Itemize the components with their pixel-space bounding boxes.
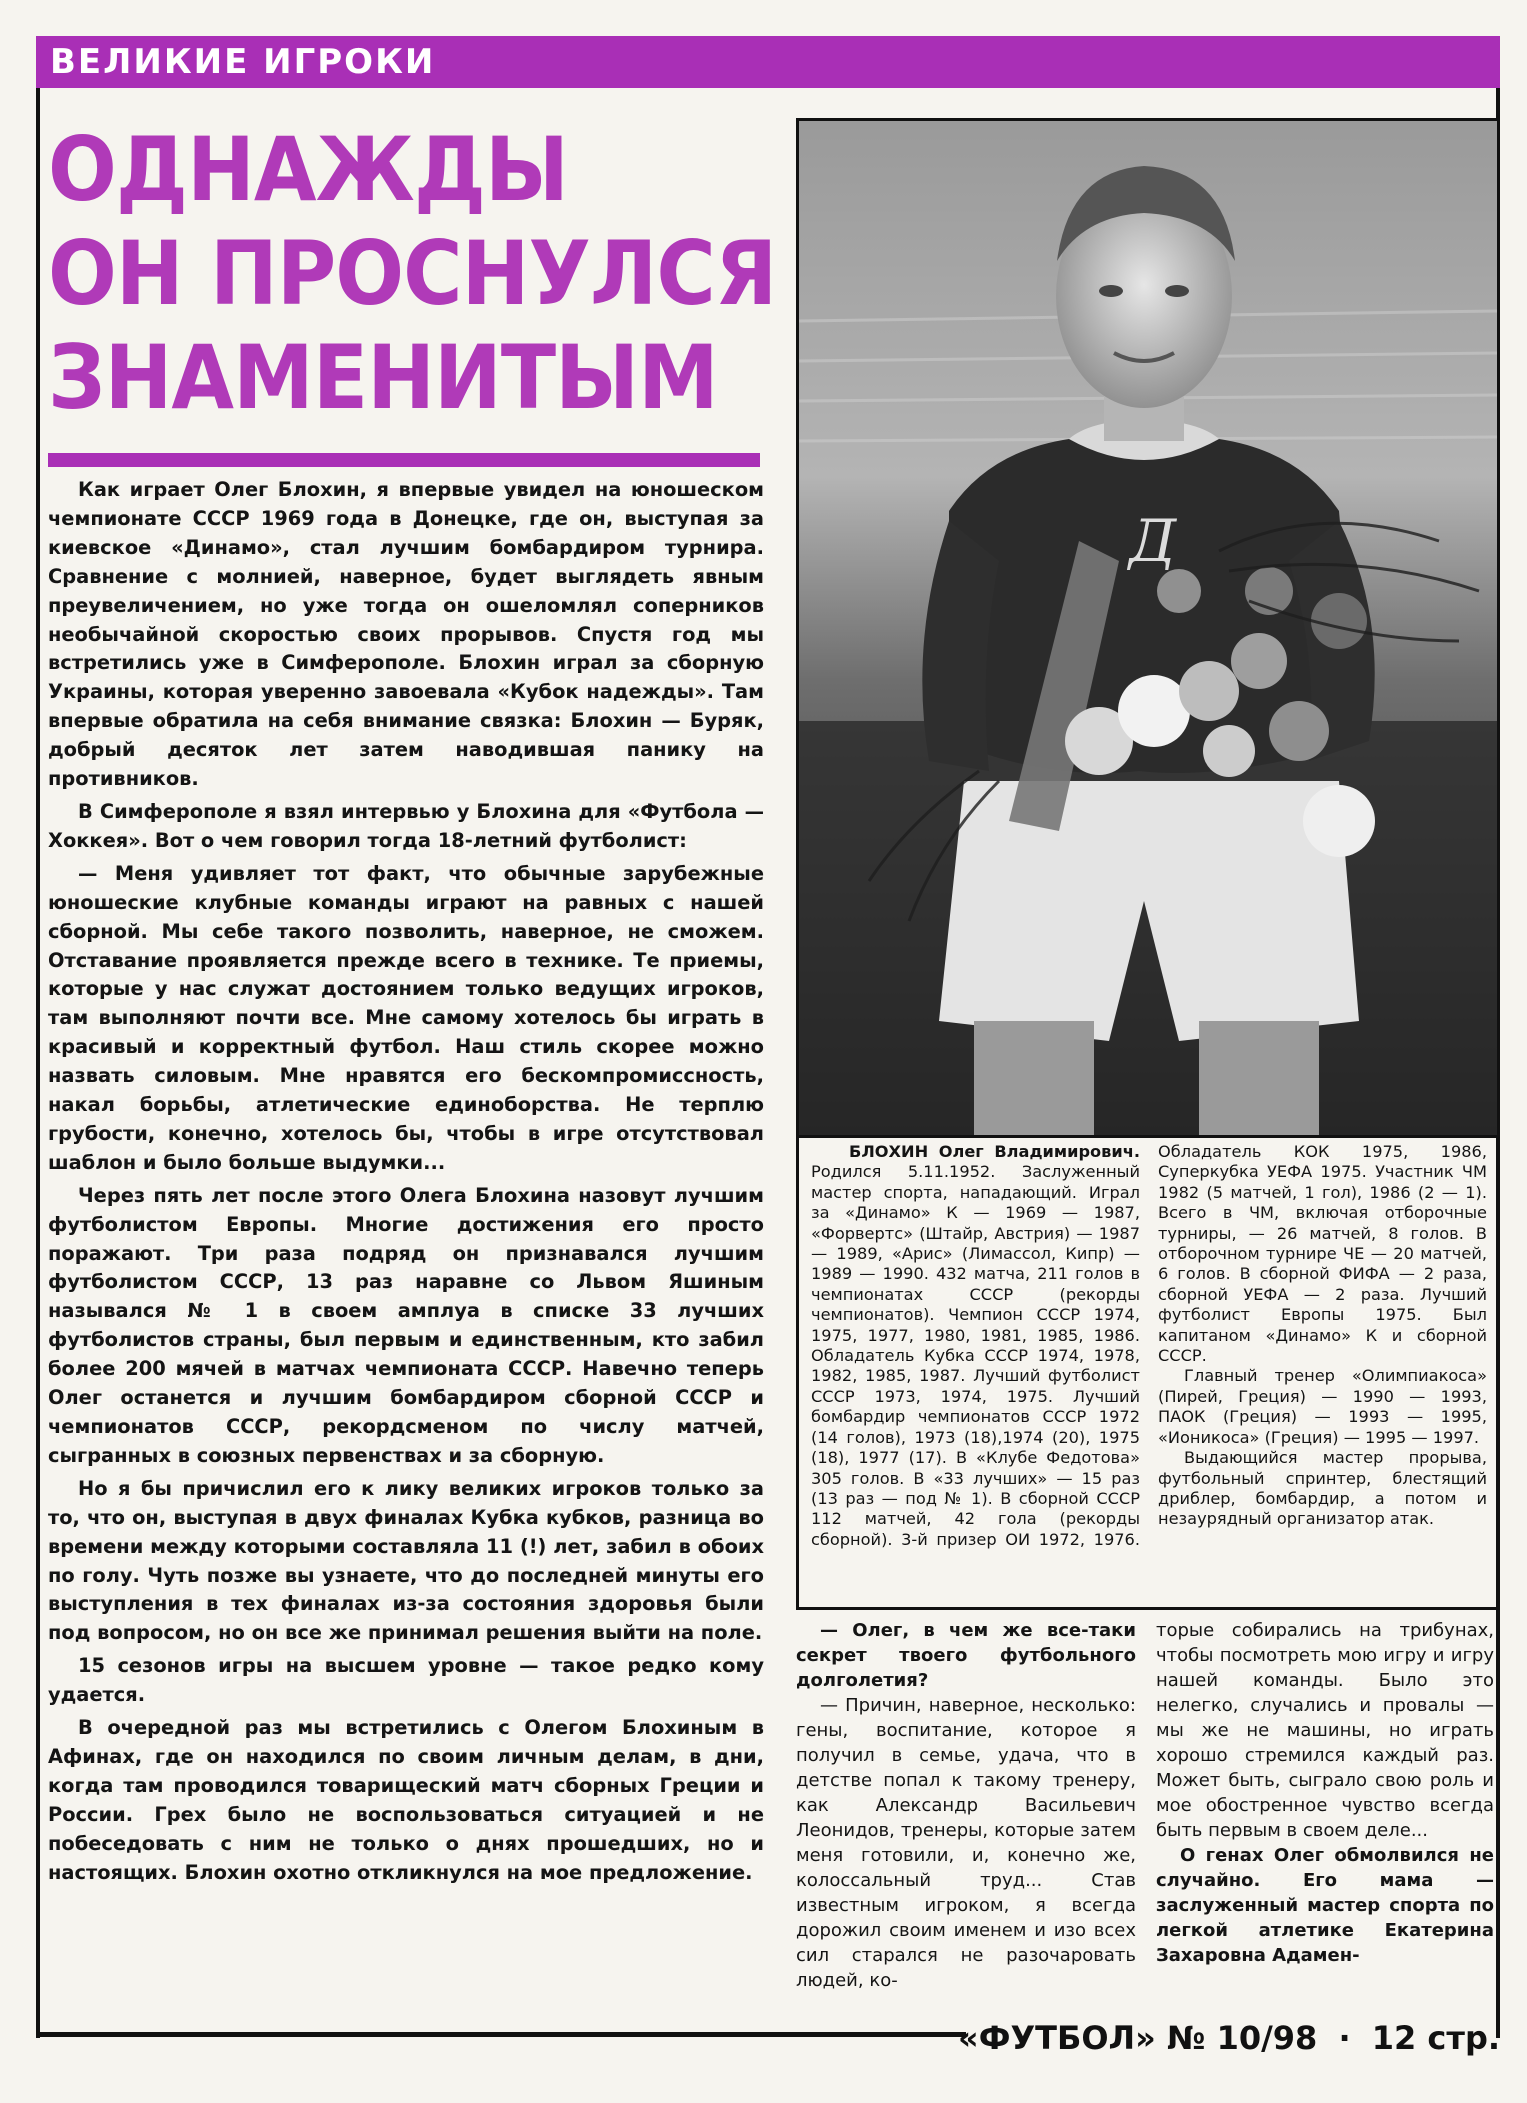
interview-answer: — Причин, наверное, несколько: гены, воспитание, которое я получил в семье, удача, что в детстве попал к такому тренеру, как Александр Васильевич Леонидов, тренеры, которые затем меня готовили, и, конечно же, колоссальный труд... Став известным игроком, я всегда дорожил своим именем и изо всех сил старался не разочаровать людей, ко- [796, 1695, 1136, 1991]
article-paragraph-7: В очередной раз мы встретились с Олегом Блохиным в Афинах, где он находился по своим личным делам, в дни, когда там проводился товарищеский матч сборных Греции и России. Грех было не воспользоваться ситуацией и не побеседовать с ним не только о днях прошедших, но и настоящих. Блохин охотно откликнулся на мое предложение. [48, 1716, 764, 1884]
caption-name: БЛОХИН Олег Владимирович. [849, 1142, 1140, 1161]
photo-caption-box [796, 1136, 1500, 1610]
article-paragraph-1: Как играет Олег Блохин, я впервые увидел на юношеском чемпионате СССР 1969 года в Донецке, где он, выступая за киевское «Динамо», стал лучшим бомбардиром турнира. Сравнение с молнией, наверное, будет выглядеть явным преувеличением, но уже тогда он ошеломлял соперников необычайной скоростью своих прорывов. Спустя год мы встретились уже в Симферополе. Блохин играл за сборную Украины, которая уверенно завоевала «Кубок надежды». Там впервые обратила на себя внимание связка: Блохин — Буряк, добрый десяток лет затем наводившая панику на противников. [48, 478, 764, 791]
caption-coach: Главный тренер «Олимпиакоса» (Пирей, Греция) — 1990 — 1993, ПАОК (Греция) — 1993 — 1995, «Ионикоса» (Греция) — 1995 — 1997. [1158, 1366, 1487, 1447]
headline-line-3: ЗНАМЕНИТЫМ [48, 326, 718, 429]
article-paragraph-4: Через пять лет после этого Олега Блохина назовут лучшим футболистом Европы. Многие достижения его просто поражают. Три раза подряд он признавался лучшим футболистом СССР, 13 раз наравне со Львом Яшиным называлcя № 1 в своем амплуа в списке 33 лучших футболистов страны, был первым и единственным, кто забил более 200 мячей в матчах чемпионата СССР. Навечно теперь Олег останется и лучшим бомбардиром сборной СССР и чемпионатов СССР, рекордсменом по числу матчей, сыгранных в союзных первенствах и за сборную. [48, 1183, 764, 1467]
rubric-banner: ВЕЛИКИЕ ИГРОКИ [36, 36, 1500, 88]
page-footer [958, 2018, 1500, 2058]
caption-summary: Выдающийся мастер прорыва, футбольный спринтер, блестящий дриблер, бомбардир, а потом и незаурядный организатор атак. [1158, 1448, 1487, 1529]
footer-separator: · [1338, 2019, 1351, 2057]
interview-column-1 [796, 1618, 1136, 2018]
player-photo [796, 118, 1500, 1138]
svg-text:Д: Д [1129, 507, 1177, 575]
footer-issue: № 10/98 [1166, 2019, 1318, 2057]
photo-caption [811, 1142, 1487, 1603]
footer-rule [36, 2032, 966, 2037]
article-paragraph-5: Но я бы причислил его к лику великих игроков только за то, что он, выступая в двух финалах Кубка кубков, разница во времени между которыми составляла 11 (!) лет, забил в обоих по голу. Чуть позже вы узнаете, что до последней минуты его выступления в тех финалах из-за состояния здоровья были под вопросом, но он все же принимал решения выйти на поле. [48, 1476, 764, 1645]
headline [48, 118, 777, 430]
interview-column-2 [1156, 1618, 1494, 2018]
interview-question: — Олег, в чем же все-таки секрет твоего футбольного долголетия? [796, 1620, 1136, 1691]
footer-magazine: «ФУТБОЛ» [958, 2019, 1156, 2057]
footer-page: 12 стр. [1371, 2019, 1500, 2057]
article-paragraph-2: В Симферополе я взял интервью у Блохина для «Футбола — Хоккея». Вот о чем говорил тогда 18-летний футболист: [48, 799, 764, 852]
interview-answer-continued: торые собирались на трибунах, чтобы посмотреть мою игру и игру нашей команды. Было это нелегко, случались и провалы — мы же не машины, но играть хорошо стремился каждый раз. Может быть, сыграло свою роль и мое обостренное чувство всегда быть первым в своем деле... [1156, 1620, 1494, 1841]
headline-line-2: ОН ПРОСНУЛСЯ [48, 222, 777, 325]
headline-underline [48, 453, 760, 467]
article-paragraph-6: 15 сезонов игры на высшем уровне — такое редко кому удается. [48, 1654, 764, 1707]
player-photo-illustration [799, 121, 1497, 1138]
caption-bio: Родился 5.11.1952. Заслуженный мастер спорта, нападающий. Играл за «Динамо» К — 1969 — 1987, «Форвертс» (Штайр, Австрия) — 1987 — 1989, «Арис» (Лимассол, Кипр) — 1989 — 1990. 432 матча, 211 голов в чемпионатах СССР (рекорды чемпионатов). Чемпион СССР 1974, 1975, 1977, 1980, 1981, 1985, 1986. Обладатель Кубка СССР 1974, 1978, 1982, 1985, 1987. Лучший футболист СССР 1973, 1974, 1975. Лучший бомбардир чемпионатов СССР 1972 (14 голов), 1973 (18),1974 (20), 1975 (18), 1977 (17). В «Клубе Федотова» 305 голов. В «33 лучших» — 15 раз (13 раз — под № 1). В сборной СССР 112 матчей, 42 гола (рекорды сборной). 3-й призер ОИ 1972, 1976. Обладатель КОК 1975, 1986, Суперкубка УЕФА 1975. Участник ЧМ 1982 (5 матчей, 1 гол), 1986 (2 — 1). Всего в ЧМ, включая отборочные турниры, — 26 матчей, 8 голов. В отборочном турнире ЧЕ — 20 матчей, 6 голов. В сборной ФИФА — 2 раза, сборной УЕФА — 2 раза. Лучший футболист Европы 1975. Был капитаном «Динамо» К и сборной СССР. [811, 1142, 1487, 1549]
article-paragraph-3: — Меня удивляет тот факт, что обычные зарубежные юношеские клубные команды играют на равных с нашей сборной. Мы себе такого позволить, наверное, не сможем. Отставание проявляется прежде всего в технике. Те приемы, которые у нас служат достоянием только ведущих игроков, там выполняют почти все. Мне самому хотелось бы играть в красивый и корректный футбол. Наш стиль скорее можно назвать силовым. Мне нравятся его бескомпромиссность, накал борьбы, атлетические единоборства. Не терплю грубости, конечно, хотелось бы, чтобы в игре отсутствовал шаблон и было больше выдумки... [48, 861, 764, 1174]
headline-line-1: ОДНАЖДЫ [48, 118, 569, 221]
article-column [48, 476, 764, 2016]
interview-genes-paragraph: О генах Олег обмолвился не случайно. Его мама — заслуженный мастер спорта по легкой атлетике Екатерина Захаровна Адамен- [1156, 1845, 1494, 1966]
